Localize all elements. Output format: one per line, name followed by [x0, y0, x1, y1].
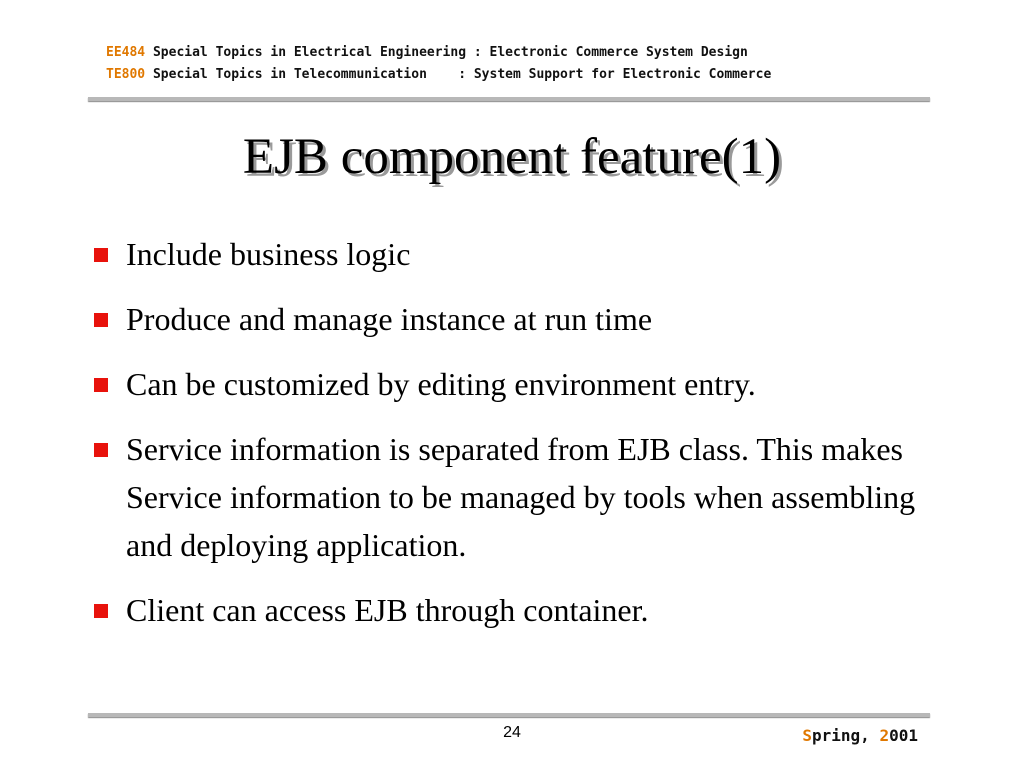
bullet-text: Produce and manage instance at run time — [126, 301, 653, 337]
bullet-square-icon — [94, 248, 108, 262]
bullet-text: Can be customized by editing environment entry. — [126, 366, 756, 402]
bullet-square-icon — [94, 443, 108, 457]
footer-divider — [88, 713, 930, 717]
bullet-text: Service information is separated from EJB class. This makes Service information to be managed by tools when assembling and deploying application. — [126, 431, 916, 563]
course-line-ee484 — [106, 42, 771, 64]
page-number: 24 — [503, 724, 521, 741]
slide-title: EJB component feature(1) — [242, 129, 782, 185]
course-header — [106, 42, 771, 86]
bullet-list — [94, 230, 954, 651]
bullet-square-icon — [94, 604, 108, 618]
bullet-text: Client can access EJB through container. — [126, 592, 649, 628]
bullet-square-icon — [94, 313, 108, 327]
bullet-item — [94, 425, 954, 569]
course-code-te800: TE800 — [106, 67, 146, 82]
year-rest: 001 — [889, 726, 918, 745]
course-line-te800 — [106, 64, 771, 86]
semester-initial: S — [802, 726, 813, 745]
bullet-item — [94, 230, 954, 278]
bullet-square-icon — [94, 378, 108, 392]
year-initial: 2 — [879, 726, 890, 745]
bullet-text: Include business logic — [126, 236, 411, 272]
bullet-item — [94, 586, 954, 634]
semester-label — [802, 726, 918, 745]
course-title-ee484: Special Topics in Electrical Engineering : Electronic Commerce System Design — [145, 45, 748, 60]
course-code-ee484: EE484 — [106, 45, 146, 60]
course-title-te800: Special Topics in Telecommunication : System Support for Electronic Commerce — [145, 67, 772, 82]
bullet-item — [94, 360, 954, 408]
header-divider — [88, 97, 930, 101]
semester-rest: pring, — [812, 726, 880, 745]
bullet-item — [94, 295, 954, 343]
